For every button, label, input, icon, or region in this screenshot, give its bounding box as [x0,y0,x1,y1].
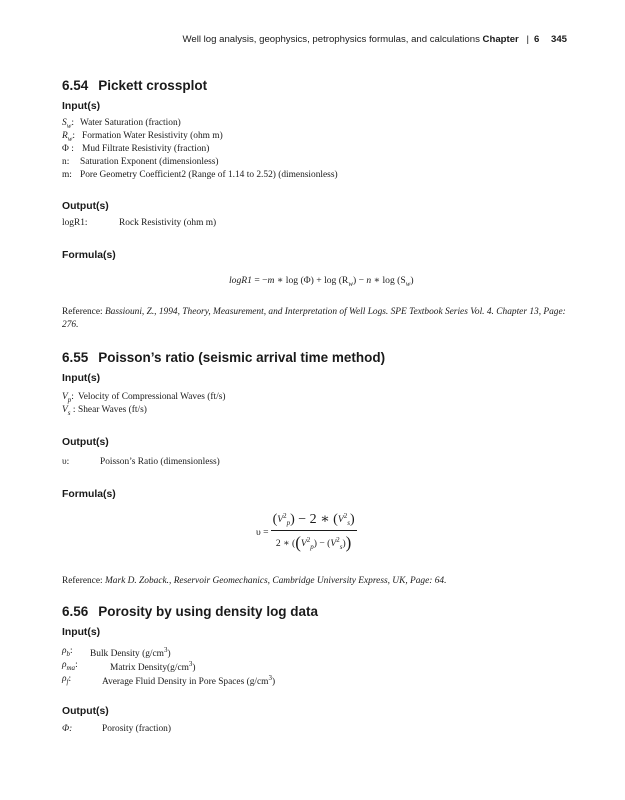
formula-heading: Formula(s) [62,250,116,261]
pickett-formula: logR1 = −m ∗ $\log (\Phi) + \log (R_w) - n$ ∗ $\log (S_w)$ [229,275,414,288]
inputs-heading: Input(s) [62,101,101,112]
inputs-heading: Input(s) [62,373,101,384]
input-item: Φ : Mud Filtrate Resistivity (fraction) [62,144,210,154]
input-item: m: Pore Geometry Coefficient2 (Range of 1.14 to 2.52) (dimensionless) [62,170,338,180]
outputs-heading: Output(s) [62,706,109,717]
output-item: Φ: Porosity (fraction) [62,724,171,734]
reference: Reference: Bassiouni, Z., 1994, Theory, Measurement, and Interpretation of Well Logs. SPE Textbook Series Vol. 4. Chapter 13, Page: 276. [62,307,566,331]
page-number: 345 [550,34,567,45]
outputs-heading: Output(s) [62,201,109,212]
input-item: $V_s$ : Shear Waves (ft/s) [62,405,147,417]
running-header: Well log analysis, geophysics, petrophysics formulas, and calculations Chapter | 6 345 [182,34,567,45]
section-title: 6.55 Poisson’s ratio (seismic arrival time method) [62,350,386,365]
output-item: logR1: Rock Resistivity (ohm m) [62,218,217,228]
outputs-heading: Output(s) [62,437,109,448]
input-item: $\rho_f$: Average Fluid Density in Pore Spaces $(g/cm^3)$ [62,674,276,688]
input-item: $V_p$: Velocity of Compressional Waves (ft/s) [62,392,226,404]
book-title: Well log analysis, geophysics, petrophysics formulas, and calculations [182,34,480,45]
poisson-formula: υ = $\frac{(V^2_p) - 2 ∗ (V^2_s)}{2 ∗ ((V^2_p) - (V^2_s))}$ [256,511,355,552]
inputs-heading: Input(s) [62,627,101,638]
input-item: $\rho_b$: Bulk Density $(g/cm^3)$ [62,646,171,660]
output-item: υ: Poisson’s Ratio (dimensionless) [62,457,220,467]
chapter-label: Chapter [482,34,519,45]
input-item: $R_w$: Formation Water Resistivity (ohm m) [62,131,223,143]
input-item: $S_w$: Water Saturation (fraction) [62,118,181,130]
input-item: $\rho_{ma}$: Matrix $Density(g/cm^3)$ [62,660,196,674]
reference: Reference: Mark D. Zoback., Reservoir Geomechanics, Cambridge University Express, UK, Page: 64. [62,576,447,586]
section-title: 6.56 Porosity by using density log data [62,604,319,619]
formula-heading: Formula(s) [62,489,116,500]
input-item: n: Saturation Exponent (dimensionless) [62,157,219,167]
chapter-number: 6 [533,34,540,45]
section-title: 6.54 Pickett crossplot [62,78,208,93]
